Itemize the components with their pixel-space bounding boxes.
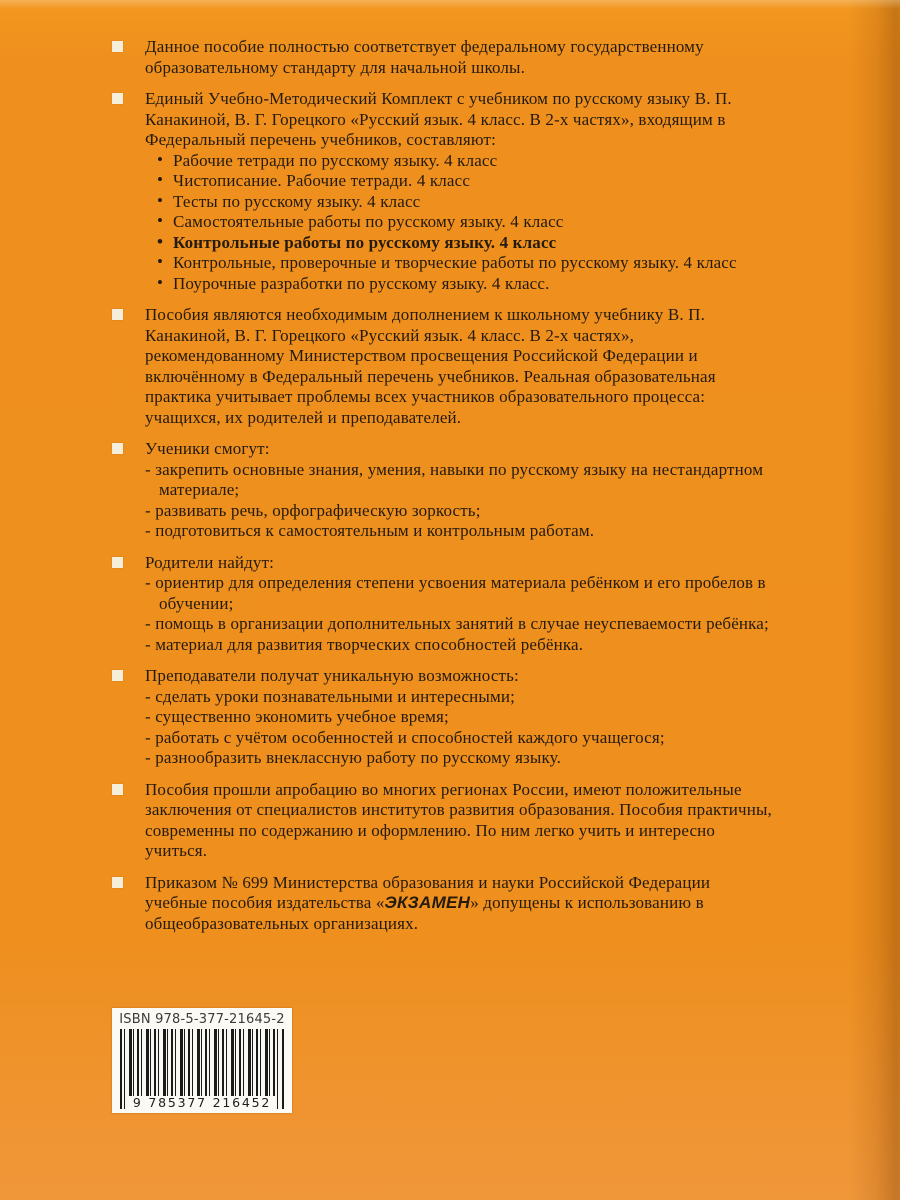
- isbn-text: ISBN 978-5-377-21645-2: [119, 1012, 285, 1027]
- bullet-square-icon: [112, 670, 123, 681]
- dash-item: - ориентир для определения степени усвоения материала ребёнком и его пробелов в обучении;: [145, 573, 766, 613]
- umk-list-item: • Тесты по русскому языку. 4 класс: [145, 192, 776, 213]
- barcode-digits: 9 785377 216452: [129, 1096, 275, 1110]
- info-block-parents: [112, 553, 776, 656]
- info-block-umk: [112, 89, 776, 294]
- bullet-square-icon: [112, 557, 123, 568]
- info-block-supplement: [112, 305, 776, 428]
- info-block-teachers: [112, 666, 776, 769]
- umk-list-item: • Чистописание. Рабочие тетради. 4 класс: [145, 171, 776, 192]
- dash-item: - сделать уроки познавательными и интересными;: [145, 686, 516, 706]
- dash-item: - помощь в организации дополнительных занятий в случае неуспеваемости ребёнка;: [145, 614, 769, 633]
- block-text: Единый Учебно-Методический Комплект с учебником по русскому языку В. П. Канакиной, В. Г. Горецкого «Русский язык. 4 класс. В 2-х частях», входящим в Федеральный перечень учебников, составляют:: [145, 89, 732, 149]
- info-block-pupils: [112, 439, 776, 542]
- umk-list-item: • Рабочие тетради по русскому языку. 4 класс: [145, 151, 776, 172]
- block-heading: Родители найдут:: [145, 552, 275, 572]
- bullet-square-icon: [112, 877, 123, 888]
- bullet-square-icon: [112, 93, 123, 104]
- umk-list-item: • Поурочные разработки по русскому языку. 4 класс.: [145, 274, 776, 295]
- dash-item: - разнообразить внеклассную работу по русскому языку.: [145, 748, 561, 767]
- order-text-pre: Приказом № 699 Министерства образования и науки Российской Федерации учебные пособия издательства «: [145, 872, 711, 912]
- umk-list-item: • Контрольные, проверочные и творческие работы по русскому языку. 4 класс: [145, 253, 776, 274]
- dash-item: - материал для развития творческих способностей ребёнка.: [145, 634, 584, 654]
- bullet-square-icon: [112, 784, 123, 795]
- cover-text-content: [112, 37, 776, 945]
- block-heading: Преподаватели получат уникальную возможность:: [145, 666, 519, 685]
- dash-item: - закрепить основные знания, умения, навыки по русскому языку на нестандартном материале;: [145, 459, 764, 499]
- dash-item: - работать с учётом особенностей и способностей каждого учащегося;: [145, 727, 665, 747]
- publisher-brand-name: ЭКЗАМЕН: [384, 893, 471, 912]
- bullet-square-icon: [112, 309, 123, 320]
- umk-list: [145, 151, 776, 295]
- page-top-highlight: [0, 0, 900, 9]
- dash-item: - подготовиться к самостоятельным и контрольным работам.: [145, 521, 595, 540]
- block-text: [145, 873, 776, 935]
- barcode-panel: [112, 1008, 292, 1113]
- info-block-approbation: [112, 780, 776, 862]
- dash-item: - развивать речь, орфографическую зоркость;: [145, 500, 481, 520]
- block-text: Пособия прошли апробацию во многих регионах России, имеют положительные заключения от специалистов институтов развития образования. Пособия практичны, современны по содержанию и оформлению. По ним легко учить и интересно учиться.: [145, 779, 772, 860]
- info-block-order: [112, 873, 776, 935]
- page-edge-shadow: [848, 0, 900, 1200]
- block-heading: Ученики смогут:: [145, 439, 270, 458]
- dash-item: - существенно экономить учебное время;: [145, 707, 449, 726]
- order-text-post: » допущены к использованию в общеобразовательных организациях.: [145, 893, 704, 933]
- block-text: Пособия являются необходимым дополнением к школьному учебнику В. П. Канакиной, В. Г. Горецкого «Русский язык. 4 класс. В 2-х частях», рекомендованному Министерством просвещения Российской Федерации и включённому в Федеральный перечень учебников. Реальная образовательная практика учитывает проблемы всех участников образовательного процесса: учащихся, их родителей и преподавателей.: [145, 305, 716, 427]
- umk-list-item-highlighted: • Контрольные работы по русскому языку. 4 класс: [145, 233, 776, 254]
- info-block-fgos: [112, 37, 776, 78]
- bullet-square-icon: [112, 443, 123, 454]
- bullet-square-icon: [112, 41, 123, 52]
- block-text: Данное пособие полностью соответствует федеральному государственному образовательному стандарту для начальной школы.: [145, 37, 704, 77]
- umk-list-item: • Самостоятельные работы по русскому языку. 4 класс: [145, 212, 776, 233]
